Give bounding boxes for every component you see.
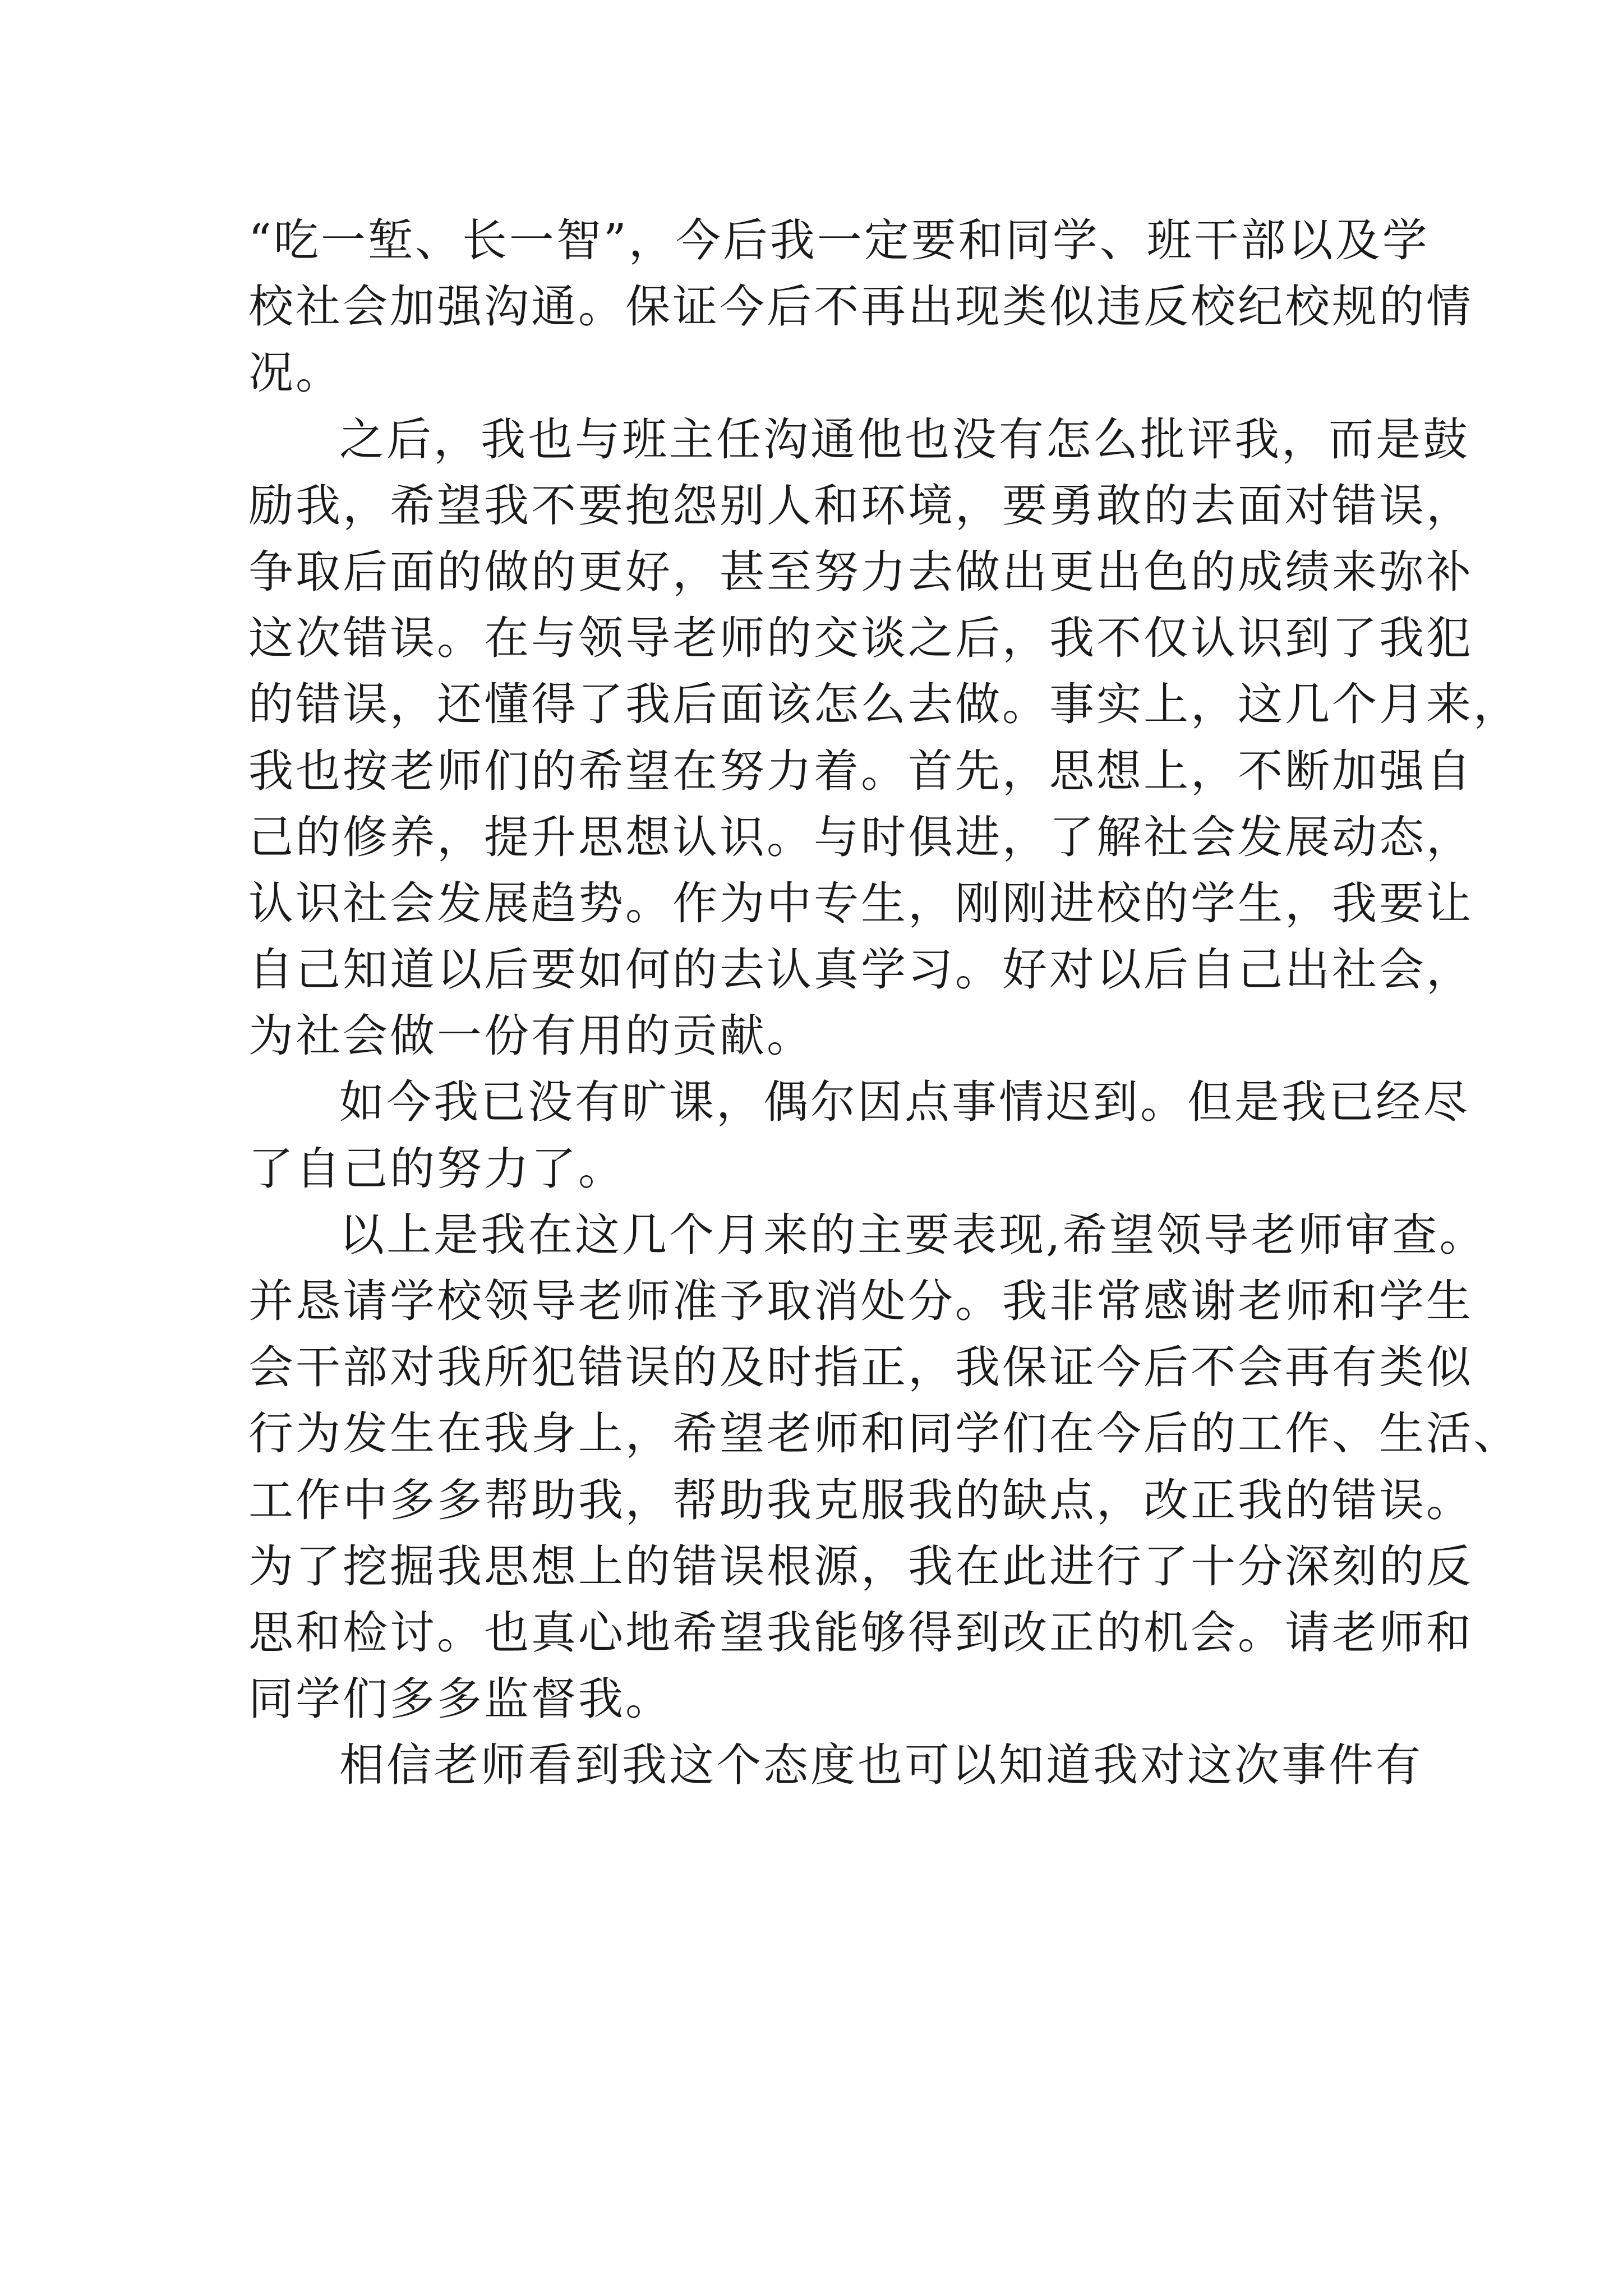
- text-line: 相信老师看到我这个态度也可以知道我对这次事件有: [339, 1739, 1423, 1792]
- text-line: 同学们多多监督我。: [248, 1673, 672, 1726]
- text-line: 自己知道以后要如何的去认真学习。好对以后自己出社会，: [248, 944, 1473, 996]
- text-line: 这次错误。在与领导老师的交谈之后，我不仅认识到了我犯: [248, 612, 1473, 665]
- text-line: 的错误，还懂得了我后面该怎么去做。事实上，这几个月来，: [248, 678, 1520, 731]
- text-line: 工作中多多帮助我，帮助我克服我的缺点，改正我的错误。: [248, 1474, 1473, 1526]
- text-line: 我也按老师们的希望在努力着。首先，思想上，不断加强自: [248, 744, 1473, 797]
- text-line: 为了挖掘我思想上的错误根源，我在此进行了十分深刻的反: [248, 1540, 1473, 1593]
- text-line: 争取后面的做的更好，甚至努力去做出更出色的成绩来弥补: [248, 545, 1473, 598]
- paragraph-2: [248, 407, 1520, 1070]
- text-line: 以上是我在这几个月来的主要表现,希望领导老师审查。: [339, 1208, 1487, 1261]
- text-line: 如今我已没有旷课，偶尔因点事情迟到。但是我已经尽: [339, 1076, 1470, 1129]
- text-line: 校社会加强沟通。保证今后不再出现类似违反校纪校规的情: [248, 280, 1473, 333]
- text-line: 之后，我也与班主任沟通他也没有怎么批评我，而是鼓: [339, 413, 1470, 466]
- text-line: 并恳请学校领导老师准予取消处分。我非常感谢老师和学生: [248, 1275, 1473, 1327]
- document-body: [248, 208, 1520, 1799]
- text-line: 思和检讨。也真心地希望我能够得到改正的机会。请老师和: [248, 1606, 1473, 1659]
- text-line: “吃一堑、长一智”，今后我一定要和同学、班干部以及学: [248, 214, 1430, 266]
- text-line: 为社会做一份有用的贡献。: [248, 1010, 814, 1062]
- text-line: 己的修养，提升思想认识。与时俱进，了解社会发展动态，: [248, 811, 1473, 863]
- text-line: 会干部对我所犯错误的及时指正，我保证今后不会再有类似: [248, 1341, 1473, 1394]
- paragraph-4: [248, 1202, 1520, 1733]
- paragraph-5: [248, 1732, 1423, 1798]
- paragraph-1: [248, 208, 1473, 407]
- text-line: 认识社会发展趋势。作为中专生，刚刚进校的学生，我要让: [248, 877, 1473, 930]
- text-line: 况。: [248, 347, 343, 399]
- text-line: 励我，希望我不要抱怨别人和环境，要勇敢的去面对错误，: [248, 479, 1473, 532]
- paragraph-3: [248, 1069, 1470, 1202]
- text-line: 行为发生在我身上，希望老师和同学们在今后的工作、生活、: [248, 1407, 1520, 1460]
- text-line: 了自己的努力了。: [248, 1142, 625, 1195]
